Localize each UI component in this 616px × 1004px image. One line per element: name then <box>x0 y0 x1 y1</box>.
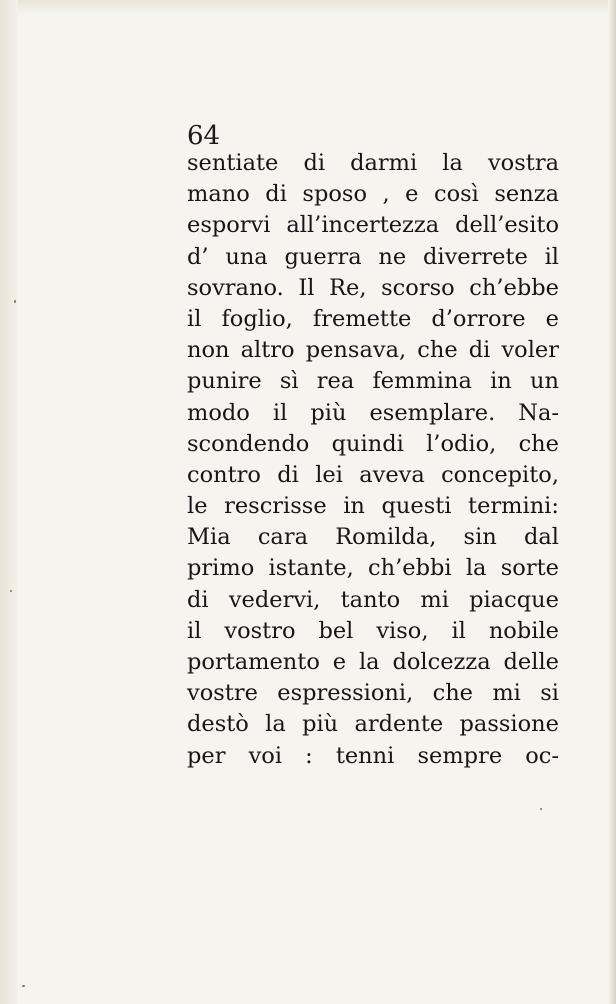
word: il <box>544 243 559 270</box>
page-top-edge <box>0 0 616 14</box>
text-line <box>187 398 559 429</box>
word: femmina <box>372 368 472 395</box>
word: e <box>405 181 419 208</box>
word: dell’esito <box>455 212 559 239</box>
text-line <box>187 616 559 647</box>
word: in <box>490 368 512 395</box>
word: oc- <box>525 742 559 769</box>
text-line <box>187 429 559 460</box>
word: concepito, <box>441 461 559 488</box>
text-line <box>187 741 559 772</box>
word: sin <box>463 524 497 551</box>
word: rea <box>316 368 355 395</box>
word: e <box>332 649 347 675</box>
word: il <box>187 305 202 332</box>
word: senza <box>494 181 559 208</box>
page-left-edge <box>0 0 18 1004</box>
word: , <box>382 181 390 208</box>
word: cara <box>257 524 309 551</box>
page-number: 64 <box>187 121 221 151</box>
word: ardente <box>354 711 444 738</box>
word: ch’ebbi <box>368 555 452 582</box>
word: rescrisse <box>224 493 327 520</box>
word: sorte <box>500 555 559 582</box>
word: che <box>417 337 458 364</box>
word: mano <box>187 181 250 208</box>
word: quindi <box>331 430 404 457</box>
word: sì <box>279 368 299 395</box>
word: sposo <box>302 181 367 208</box>
word: Re, <box>329 274 367 301</box>
page-right-edge <box>608 0 616 1004</box>
word: Romilda, <box>335 524 437 551</box>
word: nobile <box>488 617 559 644</box>
word: il <box>272 399 288 426</box>
word: più <box>302 711 339 738</box>
word: vedervi, <box>228 586 321 613</box>
word: una <box>225 243 268 270</box>
word: punire <box>187 368 262 395</box>
word: ch’ebbe <box>469 274 559 301</box>
word: un <box>529 368 559 395</box>
word: che <box>432 680 474 707</box>
word: sentiate <box>187 150 279 176</box>
word: per <box>187 742 226 769</box>
word: fremette <box>312 305 412 332</box>
word: voler <box>501 337 559 364</box>
text-line <box>187 304 559 335</box>
word: di <box>265 181 287 208</box>
text-line <box>187 491 559 522</box>
word: Il <box>298 274 315 301</box>
word: e <box>545 305 559 332</box>
text-line <box>187 366 559 397</box>
text-line <box>187 179 559 210</box>
word: guerra <box>284 243 362 270</box>
word: destò <box>187 711 249 738</box>
text-line <box>187 678 559 709</box>
word: il <box>187 617 202 644</box>
word: esemplare. <box>369 399 496 426</box>
word: ne <box>378 243 407 270</box>
word: voi <box>248 742 283 769</box>
word: passione <box>459 711 559 738</box>
word: diverrete <box>422 243 528 270</box>
word: altro <box>240 337 295 364</box>
word: che <box>518 430 559 457</box>
word: di <box>303 150 326 176</box>
word: dolcezza <box>392 649 491 675</box>
text-line <box>187 335 559 366</box>
word: più <box>310 399 347 426</box>
word: aveva <box>359 461 425 488</box>
text-line <box>187 522 559 553</box>
word: di <box>277 461 299 488</box>
word: in <box>343 493 365 520</box>
paper-speck <box>10 590 12 592</box>
word: d’ <box>187 243 209 270</box>
word: viso, <box>376 617 429 644</box>
word: si <box>540 680 559 707</box>
word: mi <box>420 586 449 613</box>
word: espressioni, <box>277 680 414 707</box>
word: di <box>468 337 491 364</box>
word: pensava, <box>305 337 407 364</box>
text-line <box>187 553 559 584</box>
text-line <box>187 647 559 678</box>
word: delle <box>503 649 559 675</box>
word: non <box>187 337 230 364</box>
word: le <box>187 493 208 520</box>
word: di <box>187 586 209 613</box>
word: portamento <box>187 649 320 675</box>
word: vostre <box>187 680 258 707</box>
word: tanto <box>340 586 401 613</box>
word: dal <box>523 524 559 551</box>
word: sovrano. <box>187 274 284 301</box>
word: foglio, <box>221 305 293 332</box>
word: sempre <box>417 742 503 769</box>
word: la <box>265 711 286 738</box>
word: mi <box>492 680 521 707</box>
word: primo <box>187 555 255 582</box>
word: la <box>358 649 380 675</box>
word: bel <box>318 617 354 644</box>
word: modo <box>187 399 250 426</box>
word: la <box>442 150 463 176</box>
word: : <box>305 742 313 769</box>
text-line <box>187 585 559 616</box>
word: vostro <box>224 617 296 644</box>
word: Na- <box>518 399 559 426</box>
word: lei <box>315 461 343 488</box>
word: d’orrore <box>431 305 526 332</box>
word: istante, <box>268 555 354 582</box>
word: scorso <box>381 274 455 301</box>
text-line <box>187 242 559 273</box>
word: così <box>433 181 479 208</box>
word: Mia <box>187 524 231 551</box>
paper-speck <box>22 985 25 987</box>
text-line <box>187 709 559 740</box>
word: il <box>451 617 466 644</box>
text-line <box>187 210 559 241</box>
word: termini: <box>468 493 559 520</box>
word: l’odio, <box>426 430 497 457</box>
word: scondendo <box>187 430 310 457</box>
word: la <box>465 555 487 582</box>
word: piacque <box>469 586 559 613</box>
text-line <box>187 148 559 179</box>
word: vostra <box>487 150 559 176</box>
word: tenni <box>335 742 395 769</box>
word: all’incertezza <box>286 212 440 239</box>
body-text <box>187 148 559 772</box>
word: darmi <box>350 150 418 176</box>
paper-speck <box>14 300 16 303</box>
word: questi <box>381 493 452 520</box>
word: contro <box>187 461 261 488</box>
word: esporvi <box>187 212 271 239</box>
paper-speck <box>540 808 542 810</box>
text-line <box>187 460 559 491</box>
text-line <box>187 273 559 304</box>
